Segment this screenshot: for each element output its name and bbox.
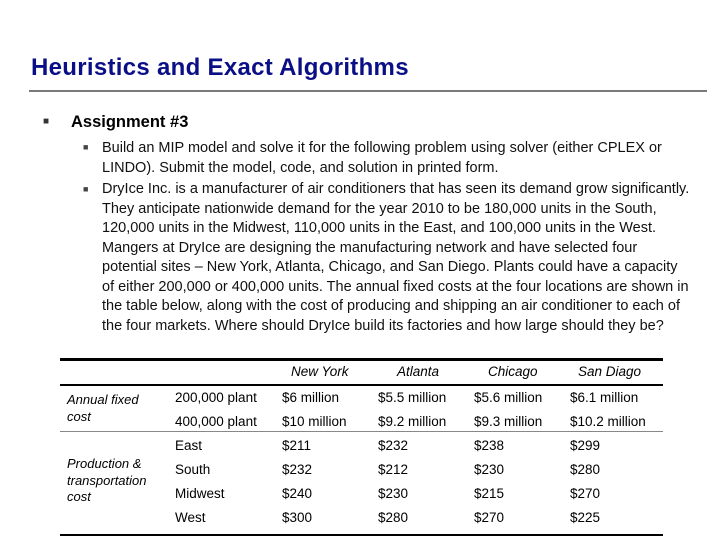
table-cell: $6 million xyxy=(282,390,340,405)
row-label: 200,000 plant xyxy=(175,390,257,405)
table-cell: $230 xyxy=(474,462,505,477)
table-cell: $5.6 million xyxy=(474,390,543,405)
row-label: West xyxy=(175,510,206,525)
bullet-assignment: Assignment #3 xyxy=(71,113,189,131)
table-cell: $280 xyxy=(570,462,601,477)
table-cell: $299 xyxy=(570,438,601,453)
sub-bullet-instructions: Build an MIP model and solve it for the following problem using solver (either CPLEX or LINDO). Submit the model, code, and solution in printed form. xyxy=(102,140,662,176)
row-label: East xyxy=(175,438,203,453)
table-cell: $300 xyxy=(282,510,313,525)
table-header-rule xyxy=(60,384,663,386)
table-cell: $270 xyxy=(474,510,505,525)
table-cell: $212 xyxy=(378,462,409,477)
table-cell: $232 xyxy=(282,462,313,477)
table-cell: $280 xyxy=(378,510,409,525)
slide-title: Heuristics and Exact Algorithms xyxy=(31,54,409,81)
column-header-atlanta: Atlanta xyxy=(397,364,440,379)
table-cell: $5.5 million xyxy=(378,390,447,405)
table-cell: $215 xyxy=(474,486,505,501)
sub-bullet-square-icon: ■ xyxy=(83,142,89,152)
row-label: Midwest xyxy=(175,486,225,501)
table-cell: $238 xyxy=(474,438,505,453)
column-header-new-york: New York xyxy=(291,364,349,379)
table-cell: $270 xyxy=(570,486,601,501)
table-cell: $9.3 million xyxy=(474,414,543,429)
table-cell: $211 xyxy=(282,438,312,453)
column-header-san-diago: San Diago xyxy=(578,364,642,379)
bullet-square-icon: ■ xyxy=(43,116,50,127)
row-label: 400,000 plant xyxy=(175,414,257,429)
column-header-chicago: Chicago xyxy=(488,364,538,379)
table-bottom-rule xyxy=(60,534,663,536)
table-cell: $240 xyxy=(282,486,313,501)
group-label-fixed-cost: Annual fixed cost xyxy=(67,392,139,424)
table-cell: $9.2 million xyxy=(378,414,447,429)
table-cell: $230 xyxy=(378,486,409,501)
row-label: South xyxy=(175,462,211,477)
table-group-rule xyxy=(60,431,663,432)
table-cell: $6.1 million xyxy=(570,390,639,405)
sub-bullet-problem: DryIce Inc. is a manufacturer of air conditioners that has seen its demand grow significantly. They anticipate nationwide demand for the year 2010 to be 180,000 units in the South, 120,000 units in the Midwest, 110,000 units in the East, and 100,000 units in the West. Mangers at DryIce are designing the manufacturing network and have selected four potential sites – New York, Atlanta, Chicago, and San Diego. Plants could have a capacity of either 200,000 or 400,000 units. The annual fixed costs at the four locations are shown in the table below, along with the cost of producing and shipping an air conditioner to each of the four markets. Where should DryIce build its factories and how large should they be? xyxy=(102,181,690,334)
table-top-rule xyxy=(60,358,663,361)
table-cell: $232 xyxy=(378,438,409,453)
table-cell: $10.2 million xyxy=(570,414,646,429)
group-label-production-cost: Production & transportation cost xyxy=(67,456,147,504)
sub-bullet-square-icon: ■ xyxy=(83,184,89,194)
table-cell: $10 million xyxy=(282,414,347,429)
table-cell: $225 xyxy=(570,510,601,525)
title-divider xyxy=(29,90,707,92)
